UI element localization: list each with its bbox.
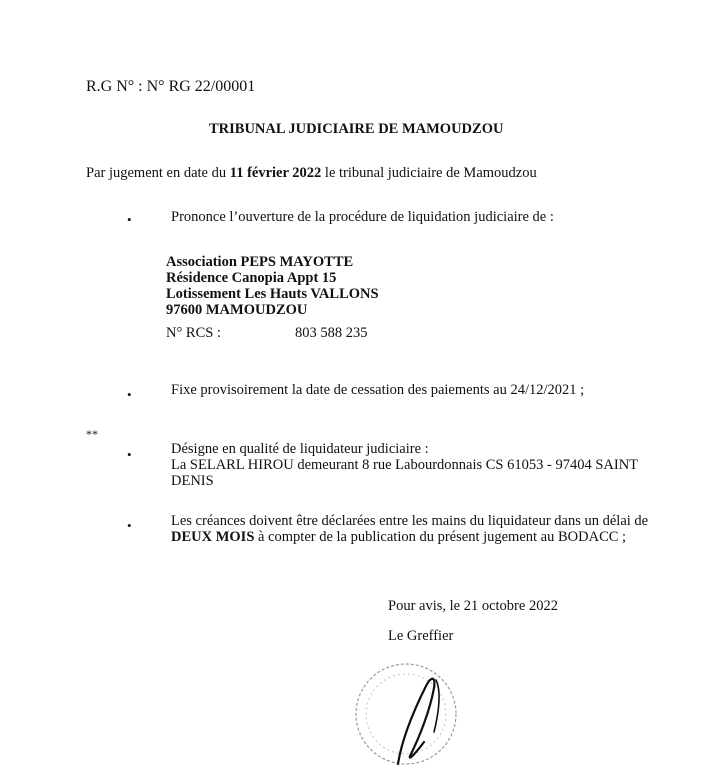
liquidator-address: La SELARL HIROU demeurant 8 rue Labourdonnais CS 61053 - 97404 SAINT bbox=[171, 457, 639, 473]
margin-mark: ** bbox=[86, 427, 98, 441]
judgment-date: 11 février 2022 bbox=[229, 165, 322, 181]
document-title: TRIBUNAL JUDICIAIRE DE MAMOUDZOU bbox=[209, 121, 504, 137]
intro-paragraph bbox=[86, 165, 537, 182]
bullet: • bbox=[127, 387, 132, 402]
debtor-address bbox=[166, 254, 379, 318]
debtor-address-line: Lotissement Les Hauts VALLONS bbox=[166, 286, 379, 302]
liquidator-address-cont: DENIS bbox=[171, 473, 214, 489]
claims-line1: Les créances doivent être déclarées entre les mains du liquidateur dans un délai de bbox=[171, 513, 649, 529]
signature-date: Pour avis, le 21 octobre 2022 bbox=[388, 598, 558, 614]
debtor-name: Association PEPS MAYOTTE bbox=[166, 254, 354, 270]
bullet: • bbox=[127, 212, 132, 227]
debtor-address-line: Résidence Canopia Appt 15 bbox=[166, 270, 337, 286]
rcs-label: N° RCS : bbox=[166, 325, 221, 341]
claims-line2-rest: à compter de la publication du présent jugement au BODACC ; bbox=[254, 529, 627, 545]
claims-deadline: DEUX MOIS bbox=[171, 529, 255, 545]
claims-line2 bbox=[171, 529, 648, 545]
intro-after: le tribunal judiciaire de Mamoudzou bbox=[321, 165, 537, 181]
item-claims bbox=[171, 513, 648, 545]
rcs-value: 803 588 235 bbox=[295, 325, 368, 341]
bullet: • bbox=[127, 447, 132, 462]
bullet: • bbox=[127, 518, 132, 533]
item-liquidator bbox=[171, 441, 638, 489]
debtor-postal-city: 97600 MAMOUDZOU bbox=[166, 302, 308, 318]
item-cessation-date: Fixe provisoirement la date de cessation des paiements au 24/12/2021 ; bbox=[171, 382, 585, 398]
signature-role: Le Greffier bbox=[388, 628, 454, 644]
court-stamp-signature bbox=[338, 652, 478, 772]
item-pronounce: Prononce l’ouverture de la procédure de liquidation judiciaire de : bbox=[171, 209, 554, 225]
intro-before: Par jugement en date du bbox=[86, 165, 230, 181]
liquidator-heading: Désigne en qualité de liquidateur judiciaire : bbox=[171, 441, 429, 457]
stamp-circle bbox=[356, 664, 456, 764]
rg-number: R.G N° : N° RG 22/00001 bbox=[86, 78, 256, 95]
signature-stroke bbox=[398, 679, 434, 764]
